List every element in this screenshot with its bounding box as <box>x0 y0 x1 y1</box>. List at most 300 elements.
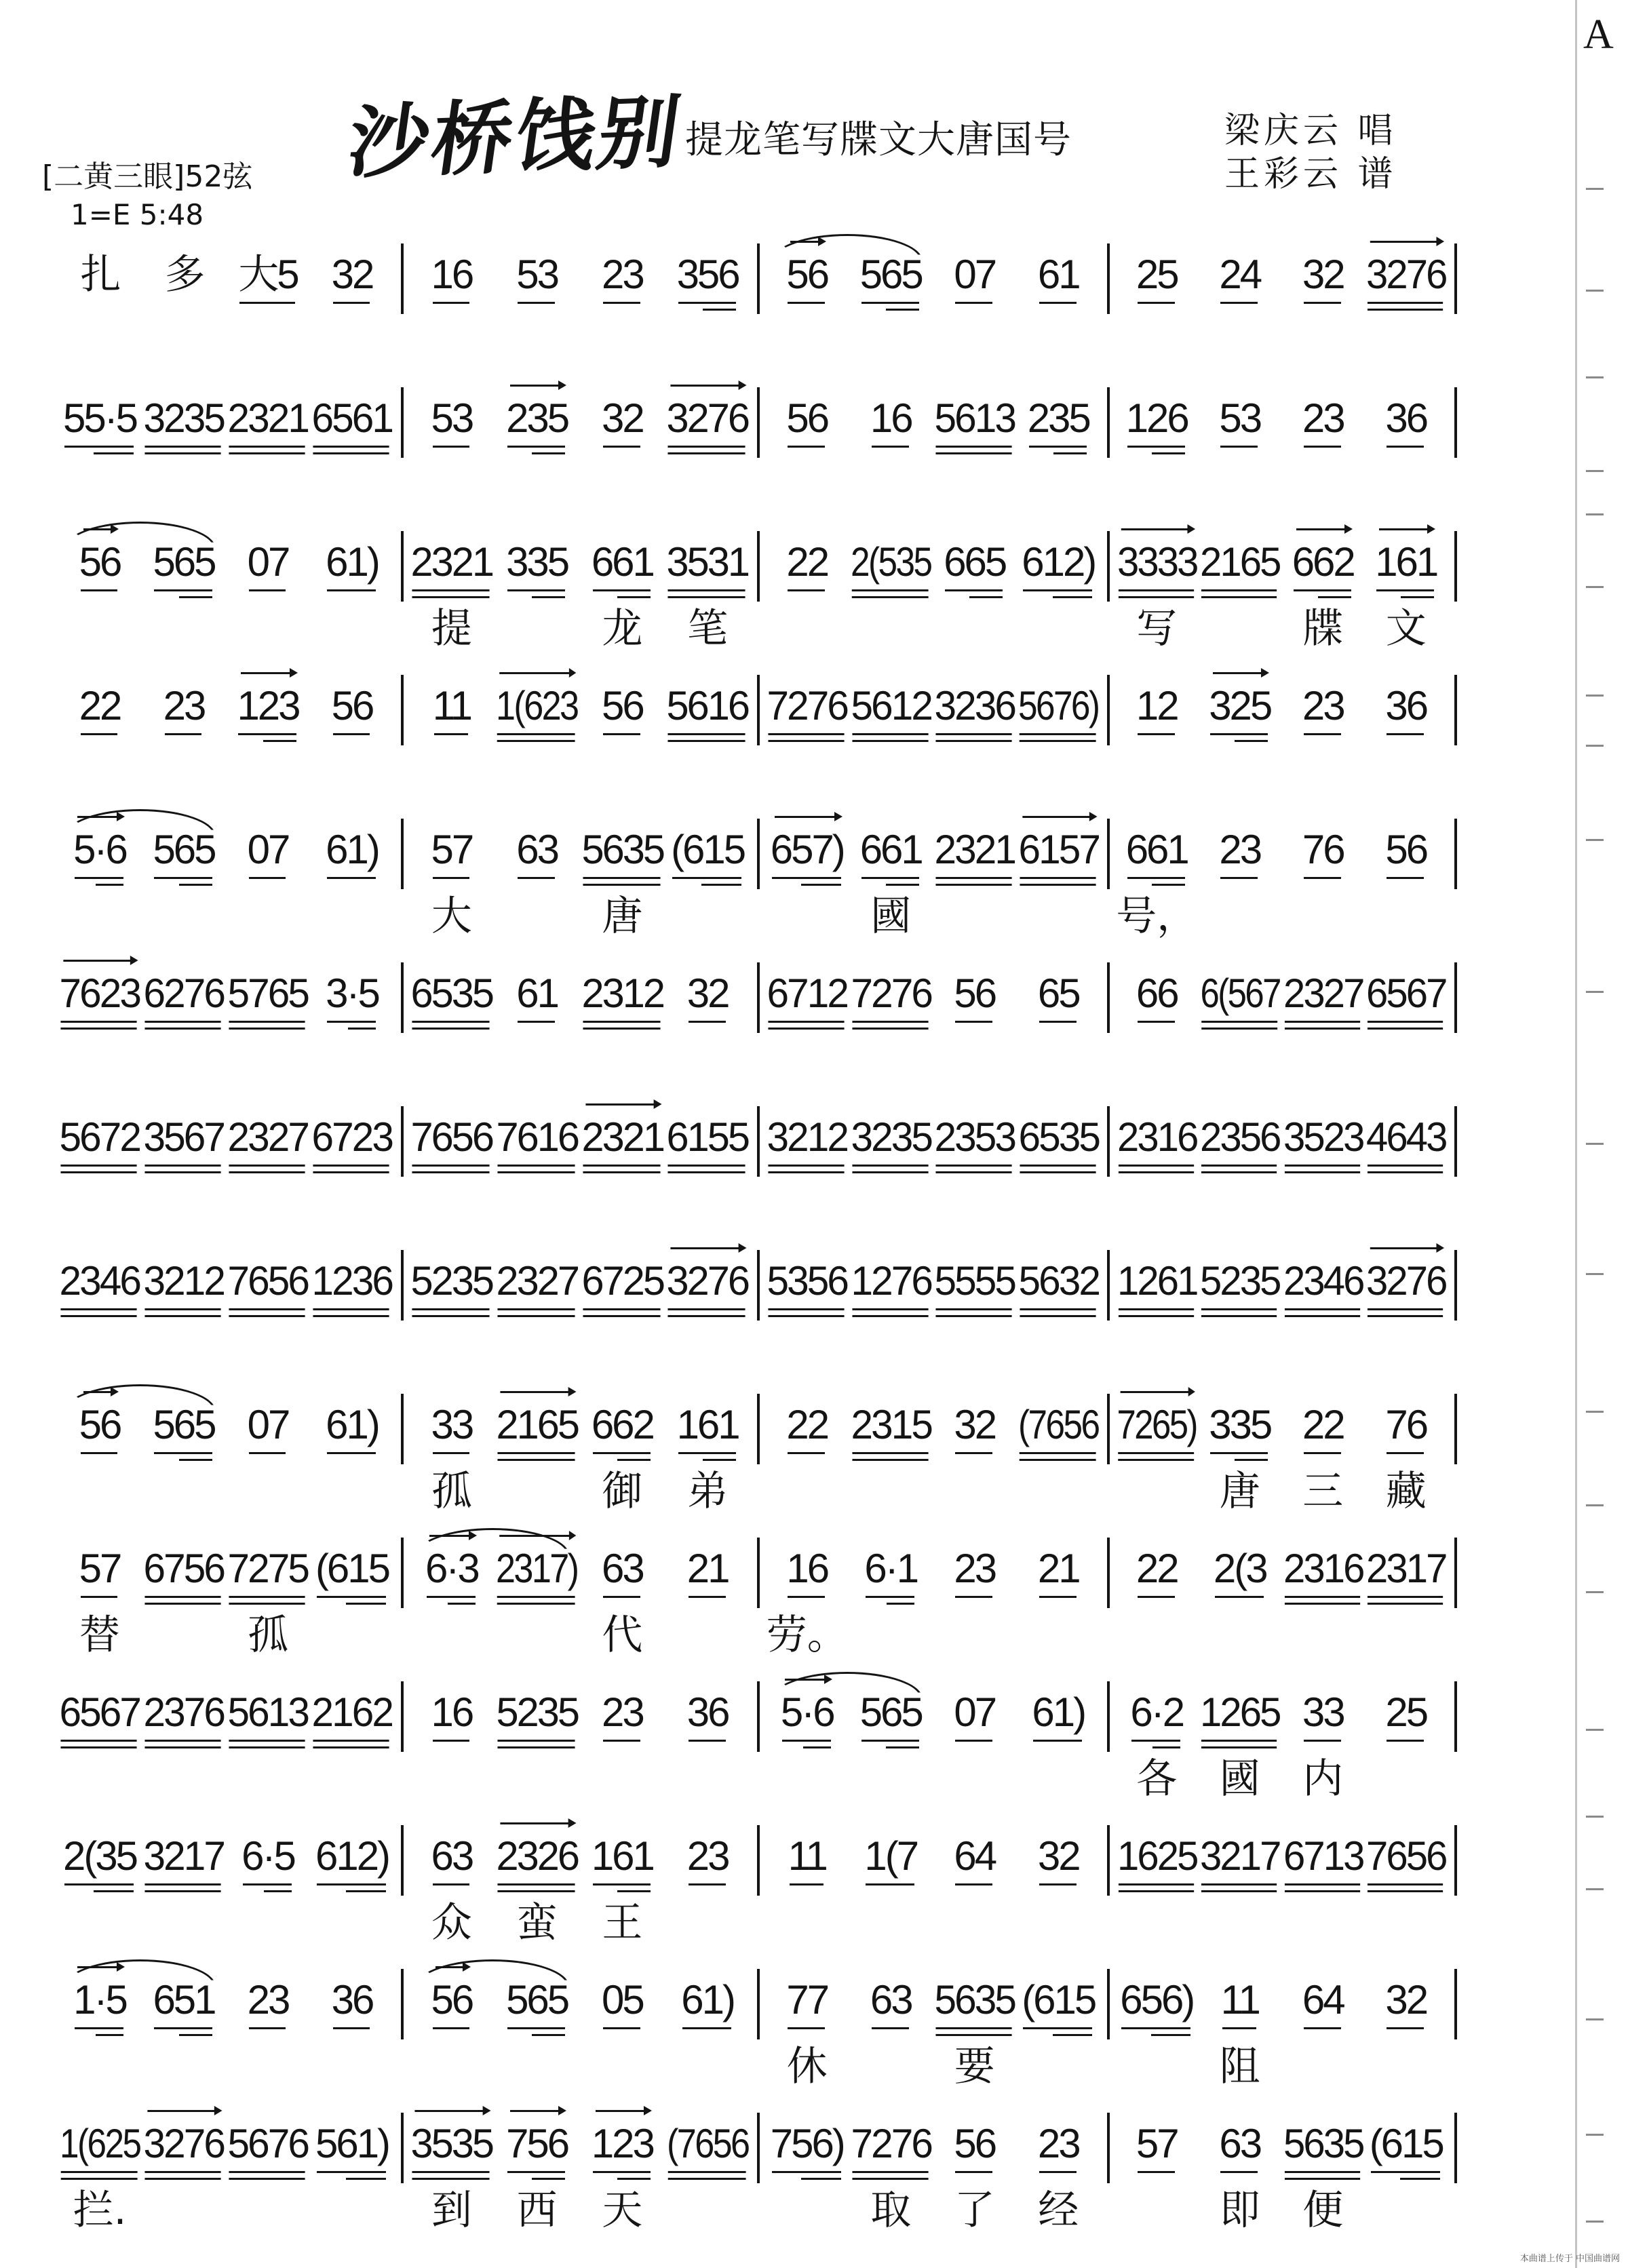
beat <box>1115 2103 1199 2236</box>
underline <box>243 1883 292 1885</box>
note-group <box>144 397 224 440</box>
note-group <box>687 1547 729 1590</box>
note-row <box>1017 1403 1101 1447</box>
beat <box>1365 1816 1448 1949</box>
underline <box>886 309 919 311</box>
note-row <box>580 1978 665 2022</box>
bar-line <box>401 1250 404 1321</box>
underline <box>852 740 929 742</box>
underline <box>768 1165 845 1167</box>
underline <box>229 446 306 448</box>
underline <box>497 1308 575 1310</box>
bar-line <box>401 1106 404 1177</box>
underline <box>1294 589 1351 591</box>
underline <box>346 1890 386 1892</box>
note-digits: 56 <box>79 1402 121 1447</box>
beat <box>665 1528 750 1661</box>
note-group <box>1038 1547 1079 1590</box>
bar-line <box>757 1394 760 1464</box>
beat <box>580 2103 665 2236</box>
underline <box>668 452 746 454</box>
underline <box>593 2171 651 2173</box>
underline <box>872 2027 909 2029</box>
note-row <box>1017 1978 1101 2022</box>
note-row <box>310 541 394 584</box>
beat <box>495 522 580 654</box>
underline <box>866 1596 914 1598</box>
note-digits: 3217 <box>1200 1833 1280 1879</box>
underline <box>955 1452 992 1454</box>
underline <box>788 1596 825 1598</box>
beat <box>765 1097 849 1230</box>
beat <box>933 1097 1017 1230</box>
bar-line <box>401 1969 404 2039</box>
underline <box>682 2027 731 2029</box>
note-row <box>665 684 750 728</box>
bar-line <box>1454 1250 1457 1321</box>
underline <box>935 1308 1012 1310</box>
beat <box>226 2103 310 2236</box>
underline <box>768 740 845 742</box>
note-digits: 1·5 <box>73 1977 126 2022</box>
beat <box>849 665 933 798</box>
beat <box>409 1816 495 1949</box>
note-group <box>1302 1978 1344 2022</box>
note-digits: 7623 <box>59 971 140 1016</box>
beat <box>1365 1528 1448 1661</box>
underline <box>672 877 741 879</box>
lyric: 劳。 <box>766 1611 848 1659</box>
note-digits: 6723 <box>311 1114 393 1160</box>
note-group <box>1219 2122 1260 2166</box>
underline <box>852 596 929 598</box>
beat <box>1365 1384 1448 1517</box>
measure <box>765 522 1100 654</box>
underline <box>1371 2171 1440 2173</box>
note-digits: 61) <box>326 827 379 872</box>
note-group <box>1018 828 1098 872</box>
note-group <box>771 828 844 872</box>
note-group <box>860 828 922 872</box>
underline <box>668 1171 746 1173</box>
beat <box>1199 809 1282 942</box>
margin-tick <box>1586 470 1604 472</box>
underline <box>412 1021 490 1023</box>
note-group <box>667 684 749 728</box>
underline <box>603 302 640 304</box>
note-row <box>310 972 394 1015</box>
note-digits: 2321 <box>410 539 493 585</box>
note-group <box>1209 684 1271 728</box>
underline <box>1284 1603 1360 1605</box>
beat <box>665 378 750 511</box>
note-row <box>1281 972 1365 1015</box>
measure <box>1115 809 1448 942</box>
note-row <box>1017 828 1101 872</box>
note-group <box>592 1403 653 1447</box>
note-row <box>1115 1116 1199 1159</box>
underline <box>969 596 1003 598</box>
note-digits: 2321 <box>934 827 1015 872</box>
measure <box>409 1816 750 1949</box>
beat <box>1017 1384 1101 1517</box>
beat <box>409 1384 495 1517</box>
note-group <box>667 2122 748 2166</box>
underline <box>583 1315 661 1317</box>
note-digits: (615 <box>671 827 745 872</box>
note-row <box>849 1691 933 1734</box>
note-group <box>935 1259 1015 1303</box>
lyric: 到 <box>431 2187 472 2234</box>
beat <box>409 1672 495 1805</box>
note-digits: 3535 <box>410 2121 493 2166</box>
note-digits: 565 <box>153 539 215 585</box>
beat <box>1281 522 1365 654</box>
beat <box>765 1240 849 1373</box>
note-group <box>81 253 119 296</box>
measure <box>1115 522 1448 654</box>
note-digits: 3531 <box>666 539 749 585</box>
beat <box>226 1528 310 1661</box>
underline <box>75 2027 123 2029</box>
measure <box>765 1816 1100 1949</box>
note-row <box>1115 1403 1199 1447</box>
underline <box>81 733 118 735</box>
note-row <box>765 1547 849 1590</box>
underline <box>593 589 651 591</box>
note-row <box>765 828 849 872</box>
beat <box>849 1959 933 2092</box>
underline <box>788 446 825 448</box>
note-group <box>144 1691 224 1734</box>
beat <box>580 1672 665 1805</box>
margin-tick <box>1586 1888 1604 1890</box>
beat <box>765 1959 849 2092</box>
underline <box>1368 302 1443 304</box>
beat <box>409 1097 495 1230</box>
underline <box>1201 1740 1277 1742</box>
underline <box>1118 1459 1194 1461</box>
underline <box>955 1883 992 1885</box>
beat <box>1199 1528 1282 1661</box>
note-row <box>665 1691 750 1734</box>
note-group <box>1018 1259 1098 1303</box>
note-digits: 6567 <box>1366 971 1446 1016</box>
underline <box>61 1740 138 1742</box>
note-digits: (7656 <box>666 2121 749 2166</box>
beat <box>226 1097 310 1230</box>
note-row <box>495 1547 580 1590</box>
note-digits: 66 <box>1136 971 1178 1016</box>
note-digits: 2327 <box>496 1258 578 1304</box>
bar-line <box>757 819 760 889</box>
margin-tick <box>1586 2221 1604 2223</box>
underline <box>1127 446 1185 448</box>
bar-line <box>1454 531 1457 602</box>
note-row <box>1365 2122 1448 2166</box>
bar-line <box>1454 2113 1457 2183</box>
beat <box>409 953 495 1086</box>
note-digits: 07 <box>954 252 996 297</box>
measure <box>409 378 750 511</box>
note-digits: 651 <box>153 1977 215 2022</box>
measure <box>58 2103 394 2236</box>
note-row <box>665 397 750 440</box>
score-line <box>0 1672 1492 1805</box>
note-row <box>933 684 1017 728</box>
beat <box>580 1816 665 1949</box>
lyric: 笔 <box>687 605 729 652</box>
note-digits: 1(623 <box>496 683 578 728</box>
note-group <box>238 253 297 296</box>
note-row <box>142 684 226 728</box>
note-group <box>954 253 995 296</box>
lyric: 取 <box>870 2187 912 2234</box>
note-group <box>1219 397 1260 440</box>
measure <box>409 1384 750 1517</box>
note-digits: 36 <box>331 1977 373 2022</box>
note-digits: 5635 <box>934 1977 1015 2022</box>
note-row <box>495 397 580 440</box>
beat <box>495 665 580 798</box>
note-row <box>142 1403 226 1447</box>
lyric: 牒 <box>1302 605 1344 652</box>
bar-line <box>757 2113 760 2183</box>
beat <box>1115 1672 1199 1805</box>
underline <box>412 1171 490 1173</box>
beat <box>1017 1672 1101 1805</box>
underline <box>448 1603 476 1605</box>
underline <box>1023 2027 1092 2029</box>
note-group <box>1120 1978 1193 2022</box>
beat <box>665 1384 750 1517</box>
note-digits: 5356 <box>767 1258 847 1304</box>
note-digits: 32 <box>602 395 643 441</box>
note-group <box>870 1978 912 2022</box>
note-row <box>580 1259 665 1303</box>
note-row <box>409 1691 495 1734</box>
underline <box>1376 589 1434 591</box>
underline <box>1020 733 1096 735</box>
note-row <box>1281 2122 1365 2166</box>
bar-line <box>1454 1681 1457 1752</box>
underline <box>603 1596 640 1598</box>
underline <box>1029 446 1087 448</box>
beat <box>58 234 142 367</box>
underline <box>64 446 134 448</box>
note-group <box>60 2122 140 2166</box>
bar-line <box>1454 962 1457 1033</box>
lyric: 号， <box>1116 893 1198 940</box>
note-group <box>1283 1116 1363 1159</box>
beat <box>495 1240 580 1373</box>
arrow-mark <box>500 672 571 674</box>
note-group <box>1022 541 1095 584</box>
note-digits: 56 <box>786 395 828 441</box>
note-group <box>496 1116 578 1159</box>
note-group <box>935 1116 1015 1159</box>
note-row <box>849 1116 933 1159</box>
measure <box>765 1097 1100 1230</box>
note-row <box>310 397 394 440</box>
underline <box>1201 1890 1277 1892</box>
underline <box>145 1596 222 1598</box>
note-digits: 3523 <box>1283 1114 1363 1160</box>
measure <box>1115 2103 1448 2236</box>
note-group <box>1283 1259 1363 1303</box>
measure <box>409 1672 750 1805</box>
note-digits: 5235 <box>496 1689 578 1735</box>
note-group <box>315 1835 389 1878</box>
note-row <box>58 253 142 296</box>
underline <box>1039 1596 1077 1598</box>
beat <box>226 1672 310 1805</box>
note-digits: 6561 <box>311 395 393 441</box>
underline <box>75 877 123 879</box>
beat <box>1115 1816 1199 1949</box>
note-row <box>495 253 580 296</box>
note-row <box>1199 828 1282 872</box>
note-row <box>226 1978 310 2022</box>
note-digits: 77 <box>786 1977 828 2022</box>
beat <box>495 378 580 511</box>
note-digits: (615 <box>315 1546 389 1591</box>
note-group <box>1022 1978 1095 2022</box>
note-group <box>496 1259 578 1303</box>
note-digits: 2162 <box>311 1689 393 1735</box>
underline <box>61 1308 138 1310</box>
underline <box>801 2178 841 2180</box>
note-row <box>1017 253 1101 296</box>
note-row <box>226 828 310 872</box>
note-group <box>581 828 663 872</box>
note-row <box>1365 541 1448 584</box>
note-digits: 57 <box>431 827 473 872</box>
underline <box>583 884 661 886</box>
beat <box>933 1959 1017 2092</box>
note-group <box>144 1116 224 1159</box>
measure <box>765 378 1100 511</box>
note-row <box>1199 2122 1282 2166</box>
underline <box>1368 1165 1443 1167</box>
underline <box>497 1165 575 1167</box>
lyric: 龙 <box>602 605 643 652</box>
underline <box>229 1308 306 1310</box>
note-group <box>581 1259 663 1303</box>
score-line <box>0 1528 1492 1661</box>
underline <box>935 446 1012 448</box>
note-group <box>1292 541 1354 584</box>
beat <box>58 665 142 798</box>
underline <box>1118 1883 1194 1885</box>
beat <box>765 1528 849 1661</box>
arrow-mark <box>1121 528 1188 530</box>
underline <box>955 302 992 304</box>
underline <box>61 2171 138 2173</box>
note-group <box>1136 2122 1178 2166</box>
underline <box>1284 1308 1360 1310</box>
underline <box>668 733 746 735</box>
note-row <box>409 684 495 728</box>
measure <box>58 809 394 942</box>
bar-line <box>401 243 404 314</box>
note-row <box>933 1403 1017 1447</box>
note-group <box>241 1835 294 1878</box>
note-row <box>1199 684 1282 728</box>
note-digits: 4643 <box>1366 1114 1446 1160</box>
note-group <box>1038 253 1079 296</box>
note-row <box>580 1691 665 1734</box>
measure <box>765 809 1100 942</box>
beat <box>1281 1240 1365 1373</box>
underline <box>145 1021 222 1023</box>
underline <box>229 1746 306 1748</box>
beat <box>58 1672 142 1805</box>
beat <box>1281 1672 1365 1805</box>
underline <box>238 733 296 735</box>
note-row <box>933 972 1017 1015</box>
underline <box>433 1452 470 1454</box>
underline <box>617 2178 651 2180</box>
underline <box>145 1315 222 1317</box>
note-group <box>1126 397 1188 440</box>
arrow-mark <box>671 1247 741 1249</box>
note-group <box>1283 1547 1363 1590</box>
note-row <box>933 541 1017 584</box>
note-digits: 356 <box>676 252 739 297</box>
note-group <box>767 1259 847 1303</box>
note-digits: 126 <box>1125 395 1188 441</box>
note-row <box>409 541 495 584</box>
note-row <box>310 253 394 296</box>
note-group <box>667 397 749 440</box>
underline <box>887 1603 914 1605</box>
underline <box>346 2178 386 2180</box>
note-row <box>226 684 310 728</box>
score-line <box>0 809 1492 942</box>
note-digits: 2316 <box>1117 1114 1197 1160</box>
underline <box>497 1740 575 1742</box>
underline <box>433 1883 470 1885</box>
underline <box>1387 1452 1424 1454</box>
bar-line <box>757 531 760 602</box>
note-row <box>580 828 665 872</box>
beat <box>1115 809 1199 942</box>
note-digits: 33 <box>431 1402 473 1447</box>
measure <box>409 1097 750 1230</box>
note-row <box>58 397 142 440</box>
note-digits: 5616 <box>666 683 749 728</box>
note-group <box>602 1691 643 1734</box>
underline <box>229 2178 306 2180</box>
note-row <box>409 1259 495 1303</box>
underline <box>229 1165 306 1167</box>
note-digits: 63 <box>516 827 558 872</box>
underline <box>583 1308 661 1310</box>
beat <box>58 1097 142 1230</box>
note-group <box>1302 828 1344 872</box>
note-group <box>851 1259 931 1303</box>
beat <box>933 809 1017 942</box>
bar-line <box>1107 387 1110 458</box>
note-row <box>933 1116 1017 1159</box>
note-digits: 657) <box>770 827 844 872</box>
note-group <box>411 2122 493 2166</box>
underline <box>1220 446 1258 448</box>
underline <box>1020 1452 1096 1454</box>
bar-line <box>1107 1394 1110 1464</box>
underline <box>689 1740 726 1742</box>
